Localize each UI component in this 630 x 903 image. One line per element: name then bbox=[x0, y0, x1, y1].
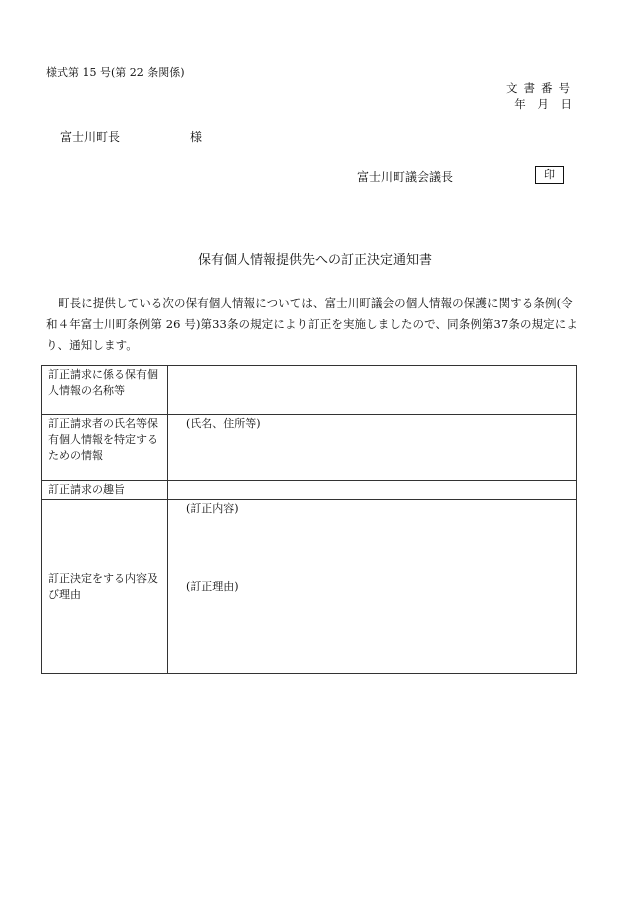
table-row bbox=[42, 366, 577, 415]
addressee-honorific: 様 bbox=[190, 130, 203, 144]
row-label-decision: 訂正決定をする内容及び理由 bbox=[42, 500, 168, 674]
row-value-decision bbox=[168, 500, 577, 674]
row-label-purpose: 訂正請求の趣旨 bbox=[42, 481, 168, 500]
info-table bbox=[41, 365, 577, 674]
table-row bbox=[42, 500, 577, 674]
row-value-requester bbox=[168, 415, 577, 481]
row-label-info-name: 訂正請求に係る保有個人情報の名称等 bbox=[42, 366, 168, 415]
row-value-info-name bbox=[168, 366, 577, 415]
document-number: 文書番号 bbox=[506, 81, 576, 95]
table-row bbox=[42, 415, 577, 481]
addressee-name: 富士川町長 bbox=[60, 130, 121, 144]
row-value-purpose bbox=[168, 481, 577, 500]
requester-hint: (氏名、住所等) bbox=[186, 417, 261, 430]
sender-name: 富士川町議会議長 bbox=[357, 170, 454, 184]
correction-reason-hint: (訂正理由) bbox=[186, 580, 239, 593]
row-label-requester: 訂正請求者の氏名等保有個人情報を特定するための情報 bbox=[42, 415, 168, 481]
document-title: 保有個人情報提供先への訂正決定通知書 bbox=[197, 253, 432, 268]
table-row bbox=[42, 481, 577, 500]
form-number: 様式第 15 号(第 22 条関係) bbox=[46, 66, 185, 79]
document-date: 年 月 日 bbox=[514, 97, 576, 111]
body-text: 町長に提供している次の保有個人情報については、富士川町議会の個人情報の保護に関する条例(令和４年富士川町条例第 26 号)第33条の規定により訂正を実施しましたので、同条例第37条の規定により、通知します。 bbox=[46, 296, 578, 352]
seal-box: 印 bbox=[535, 166, 564, 184]
correction-content-hint: (訂正内容) bbox=[186, 502, 239, 515]
